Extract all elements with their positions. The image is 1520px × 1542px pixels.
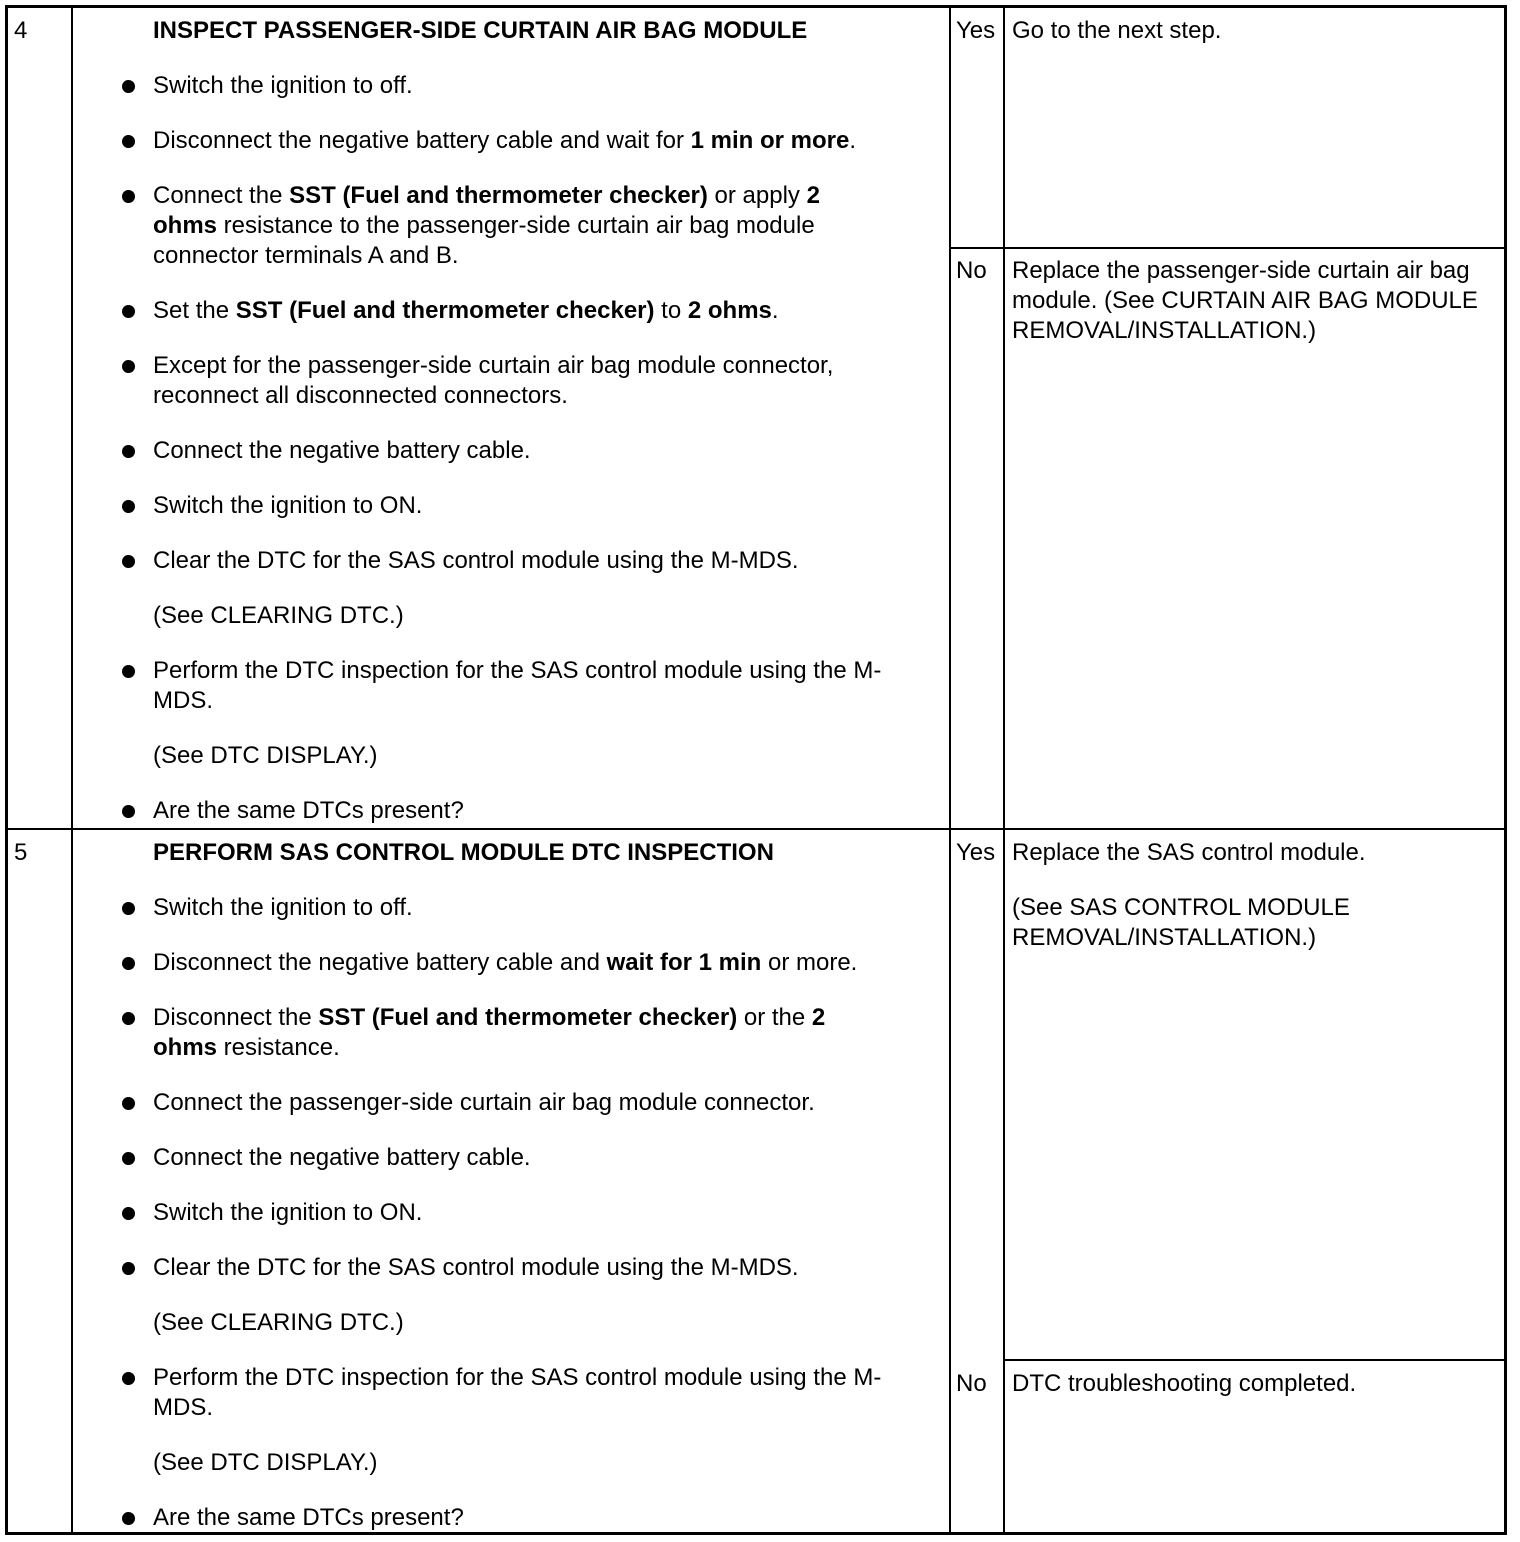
instruction-text	[153, 656, 893, 716]
bullet-icon	[122, 305, 135, 318]
reference-note	[153, 1308, 404, 1338]
bullet-icon	[122, 1512, 135, 1525]
instruction-text	[153, 1198, 913, 1228]
text-run: Connect the negative battery cable.	[153, 1144, 531, 1171]
text-run: Disconnect the negative battery cable and wait for	[153, 127, 691, 154]
bullet-icon	[122, 1372, 135, 1385]
reference-note	[153, 601, 404, 631]
text-run: (See CLEARING DTC.)	[153, 602, 404, 629]
answer-no-text: DTC troubleshooting completed.	[1012, 1370, 1357, 1397]
text-run: (See DTC DISPLAY.)	[153, 1449, 378, 1476]
answer-no-label: No	[956, 1370, 987, 1397]
column-divider	[949, 8, 951, 1532]
text-run: Disconnect the	[153, 1004, 319, 1031]
instruction-text	[153, 1253, 913, 1283]
bullet-icon	[122, 555, 135, 568]
text-run: Disconnect the negative battery cable and	[153, 949, 607, 976]
bullet-icon	[122, 1262, 135, 1275]
instruction-text	[153, 491, 913, 521]
text-run: Switch the ignition to off.	[153, 894, 413, 921]
instruction-text	[153, 296, 913, 326]
answer-divider	[949, 247, 1504, 249]
text-run: .	[849, 127, 857, 154]
instruction-text	[153, 1088, 913, 1118]
text-run: Switch the ignition to ON.	[153, 492, 423, 519]
text-run: (See DTC DISPLAY.)	[153, 742, 378, 769]
instruction-text	[153, 71, 913, 101]
instruction-text	[153, 893, 913, 923]
column-divider	[71, 8, 73, 1532]
bullet-icon	[122, 190, 135, 203]
bullet-icon	[122, 665, 135, 678]
step-number: 4	[14, 17, 28, 44]
bullet-icon	[122, 445, 135, 458]
instruction-text	[153, 1143, 913, 1173]
emphasized-text: 2 ohms	[153, 1004, 826, 1061]
instruction-text	[153, 181, 863, 271]
text-run: Perform the DTC inspection for the SAS control module using the M-MDS.	[153, 1364, 882, 1421]
instruction-text	[153, 126, 913, 156]
instruction-text	[153, 546, 913, 576]
text-run: Connect the	[153, 182, 290, 209]
instruction-text	[153, 1003, 863, 1063]
column-divider	[1003, 8, 1005, 1532]
reference-note	[153, 1448, 378, 1478]
bullet-icon	[122, 360, 135, 373]
bullet-icon	[122, 957, 135, 970]
answer-no-label: No	[956, 257, 987, 284]
bullet-icon	[122, 500, 135, 513]
bullet-icon	[122, 1152, 135, 1165]
text-run: Connect the negative battery cable.	[153, 437, 531, 464]
bullet-icon	[122, 135, 135, 148]
reference-note	[153, 741, 378, 771]
instruction-text	[153, 948, 913, 978]
text-run: (See CLEARING DTC.)	[153, 1309, 404, 1336]
instruction-text	[153, 436, 913, 466]
text-run: to	[654, 297, 688, 324]
answer-yes-label: Yes	[956, 17, 996, 44]
text-run: Are the same DTCs present?	[153, 797, 464, 824]
text-run: Switch the ignition to ON.	[153, 1199, 423, 1226]
answer-divider	[1003, 1359, 1504, 1361]
step-divider	[8, 828, 1504, 830]
answer-yes-text: Go to the next step.	[1012, 17, 1222, 44]
answer-no-text: Replace the passenger-side curtain air bag module. (See CURTAIN AIR BAG MODULE REMOVAL/INSTALLATION.)	[1012, 257, 1478, 344]
step-title: PERFORM SAS CONTROL MODULE DTC INSPECTION	[153, 839, 774, 866]
text-run: Switch the ignition to off.	[153, 72, 413, 99]
bullet-icon	[122, 1012, 135, 1025]
bullet-icon	[122, 902, 135, 915]
step-title: INSPECT PASSENGER-SIDE CURTAIN AIR BAG MODULE	[153, 17, 808, 44]
instruction-text	[153, 796, 913, 826]
text-run: or the	[737, 1004, 812, 1031]
step-number: 5	[14, 839, 28, 866]
emphasized-text: 2 ohms	[687, 297, 772, 324]
text-run: Clear the DTC for the SAS control module using the M-MDS.	[153, 1254, 799, 1281]
text-run: resistance.	[217, 1034, 340, 1061]
text-run: .	[771, 297, 779, 324]
answer-yes-text: Replace the SAS control module.	[1012, 839, 1366, 866]
bullet-icon	[122, 80, 135, 93]
emphasized-text: SST (Fuel and thermometer checker)	[289, 182, 708, 209]
emphasized-text: 1 min or more	[690, 127, 850, 154]
answer-yes-label: Yes	[956, 839, 996, 866]
emphasized-text: SST (Fuel and thermometer checker)	[318, 1004, 738, 1031]
text-run: Are the same DTCs present?	[153, 1504, 464, 1531]
answer-yes-reference: (See SAS CONTROL MODULE REMOVAL/INSTALLATION.)	[1012, 894, 1350, 951]
text-run: Clear the DTC for the SAS control module using the M-MDS.	[153, 547, 799, 574]
bullet-icon	[122, 1207, 135, 1220]
instruction-text	[153, 351, 873, 411]
bullet-icon	[122, 805, 135, 818]
troubleshooting-table	[5, 5, 1507, 1535]
instruction-text	[153, 1363, 893, 1423]
bullet-icon	[122, 1097, 135, 1110]
text-run: Set the	[153, 297, 236, 324]
text-run: Except for the passenger-side curtain air bag module connector, reconnect all disconnected connectors.	[153, 352, 834, 409]
text-run: or apply	[707, 182, 807, 209]
instruction-text	[153, 1503, 913, 1533]
emphasized-text: SST (Fuel and thermometer checker)	[235, 297, 655, 324]
text-run: or more.	[761, 949, 858, 976]
text-run: Connect the passenger-side curtain air bag module connector.	[153, 1089, 815, 1116]
text-run: resistance to the passenger-side curtain air bag module connector terminals A and B.	[153, 212, 815, 269]
emphasized-text: wait for 1 min	[606, 949, 762, 976]
emphasized-text: 2 ohms	[153, 182, 820, 239]
text-run: Perform the DTC inspection for the SAS control module using the M-MDS.	[153, 657, 882, 714]
